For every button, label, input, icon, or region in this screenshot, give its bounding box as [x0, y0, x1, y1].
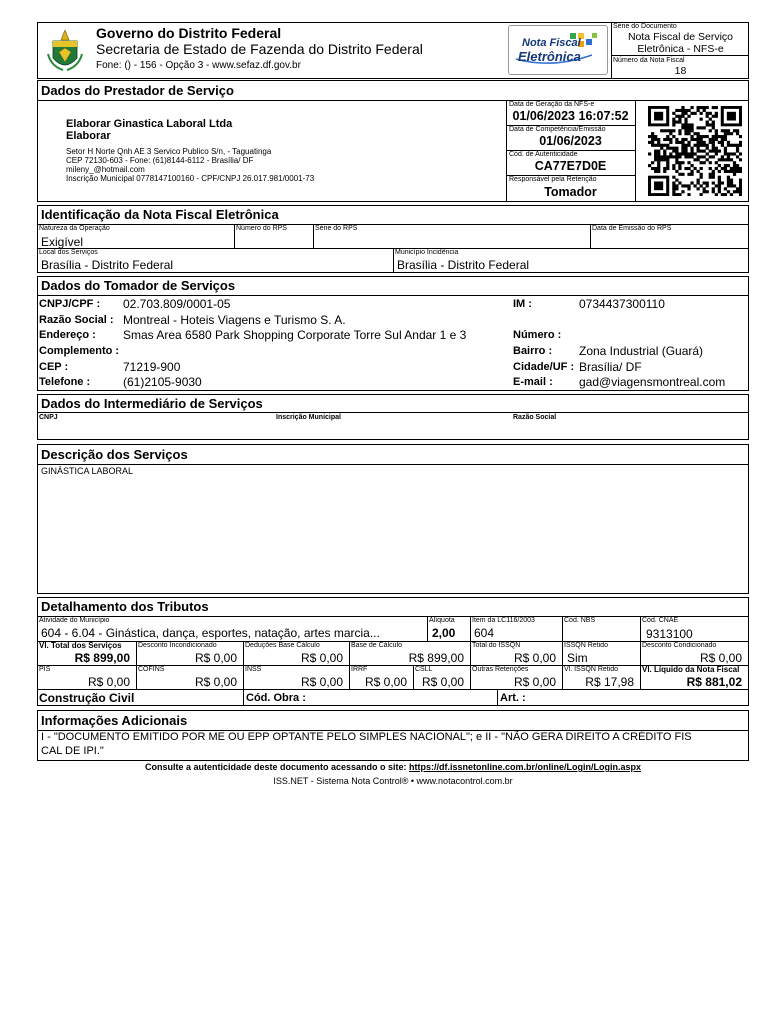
local-value: Brasília - Distrito Federal	[41, 258, 174, 272]
vl-issqn-ret-value: R$ 17,98	[585, 675, 634, 689]
atividade-label: Atividade do Município	[39, 617, 110, 624]
aliquota-value: 2,00	[432, 626, 456, 640]
tributos-title: Detalhamento dos Tributos	[41, 599, 209, 614]
prestador-cep-fone: CEP 72130-603 - Fone: (61)8144-6112 - Brasília/ DF	[66, 156, 254, 165]
issqn-retido-value: Sim	[567, 651, 588, 665]
divider	[640, 641, 641, 665]
divider	[136, 641, 137, 665]
csll-label: CSLL	[415, 666, 433, 673]
tomador-bairro-value: Zona Industrial (Guará)	[579, 344, 704, 358]
tomador-numero-label: Número :	[513, 329, 562, 341]
identificacao-title: Identificação da Nota Fiscal Eletrônica	[41, 207, 279, 222]
divider	[313, 224, 314, 248]
secretaria-title: Secretaria de Estado de Fazenda do Distrito Federal	[96, 41, 423, 57]
divider	[640, 616, 641, 641]
divider	[611, 55, 749, 56]
base-value: R$ 899,00	[408, 651, 464, 665]
art-label: Art. :	[500, 692, 526, 704]
inss-label: INSS	[245, 666, 262, 673]
nf-logo-line1: Nota Fiscal	[522, 37, 581, 49]
autenticidade-label: Cód. de Autenticidade	[509, 151, 578, 158]
divider	[470, 616, 471, 641]
divider	[37, 412, 749, 413]
aliquota-label: Alíquota	[429, 617, 455, 624]
tomador-complemento-label: Complemento :	[39, 345, 120, 357]
local-label: Local dos Serviços	[39, 249, 98, 256]
divider	[470, 665, 471, 689]
divider	[393, 248, 394, 273]
tomador-telefone-label: Telefone :	[39, 376, 91, 388]
cnae-value: 9313100	[646, 627, 693, 641]
municipio-value: Brasília - Distrito Federal	[397, 258, 530, 272]
divider	[243, 689, 244, 706]
tomador-razao-value: Montreal - Hoteis Viagens e Turismo S. A.	[123, 313, 346, 327]
tomador-cnpj-label: CNPJ/CPF :	[39, 298, 101, 310]
nf-logo-line2: Eletrônica	[518, 49, 581, 64]
desc-cond-value: R$ 0,00	[699, 651, 742, 665]
divider	[640, 665, 641, 689]
nbs-label: Cód. NBS	[564, 617, 596, 624]
deducoes-label: Deduções Base Cálculo	[245, 642, 320, 649]
qr-code-icon[interactable]	[648, 106, 742, 196]
prestador-endereco: Setor H Norte Qnh AE 3 Servico Publico S/n, - Taguatinga	[66, 147, 272, 156]
contact-line: Fone: () - 156 - Opção 3 - www.sefaz.df.gov.br	[96, 60, 301, 71]
cofins-value: R$ 0,00	[194, 675, 237, 689]
csll-value: R$ 0,00	[421, 675, 464, 689]
df-coat-of-arms-icon	[45, 28, 85, 74]
retencao-value: Tomador	[544, 185, 597, 199]
atividade-value: 604 - 6.04 - Ginástica, dança, esportes, natação, artes marcia...	[41, 626, 380, 640]
divider	[635, 100, 636, 202]
divider	[562, 616, 563, 641]
tomador-cep-value: 71219-900	[123, 360, 181, 374]
intermediario-title: Dados do Intermediário de Serviços	[41, 396, 263, 411]
prestador-box	[37, 80, 749, 202]
tomador-email-label: E-mail :	[513, 376, 553, 388]
info-line1: I - "DOCUMENTO EMITIDO POR ME OU EPP OPTANTE PELO SIMPLES NACIONAL"; e II - "NÃO GERA DIREITO A CRÉDITO FIS	[41, 731, 692, 743]
divider	[590, 224, 591, 248]
desc-cond-label: Desconto Condicionado	[642, 642, 717, 649]
tomador-cidade-value: Brasília/ DF	[579, 360, 642, 374]
descricao-text: GINÁSTICA LABORAL	[41, 466, 134, 476]
divider	[427, 616, 428, 641]
divider	[37, 100, 749, 101]
info-title: Informações Adicionais	[41, 713, 188, 728]
intermediario-cnpj-label: CNPJ	[39, 414, 58, 421]
pis-value: R$ 0,00	[87, 675, 130, 689]
cnae-label: Cód. CNAE	[642, 617, 679, 624]
issqn-value: R$ 0,00	[513, 651, 556, 665]
divider	[37, 689, 749, 690]
outras-label: Outras Retenções	[472, 666, 529, 673]
divider	[243, 641, 244, 665]
outras-value: R$ 0,00	[513, 675, 556, 689]
serie-label: Série do Documento	[613, 23, 677, 30]
vl-issqn-ret-label: Vl. ISSQN Retido	[564, 666, 619, 673]
num-rps-label: Número do RPS	[236, 225, 287, 232]
divider	[37, 464, 749, 465]
footer-link[interactable]: https://df.issnetonline.com.br/online/Login/Login.aspx	[409, 762, 642, 772]
divider	[349, 665, 350, 689]
desc-incond-label: Desconto Incondicionado	[138, 642, 217, 649]
serie-rps-label: Série do RPS	[315, 225, 358, 232]
divider	[37, 295, 749, 296]
natureza-label: Natureza da Operação	[39, 225, 110, 232]
tomador-im-label: IM :	[513, 298, 532, 310]
tomador-im-value: 0734437300110	[579, 297, 665, 311]
divider	[562, 641, 563, 665]
tomador-endereco-value: Smas Area 6580 Park Shopping Corporate Torre Sul Andar 1 e 3	[123, 328, 467, 342]
tomador-title: Dados do Tomador de Serviços	[41, 278, 236, 293]
divider	[349, 641, 350, 665]
divider	[470, 641, 471, 665]
vl-liquido-value: R$ 881,02	[686, 675, 742, 689]
tomador-endereco-label: Endereço :	[39, 329, 96, 341]
tomador-cidade-label: Cidade/UF :	[513, 361, 575, 373]
footer-sistema: ISS.NET - Sistema Nota Control® • www.notacontrol.com.br	[273, 776, 513, 786]
tomador-razao-label: Razão Social :	[39, 314, 114, 326]
autenticidade-value: CA77E7D0E	[534, 159, 607, 173]
irrf-value: R$ 0,00	[364, 675, 407, 689]
divider	[136, 665, 137, 689]
tomador-email-value: gad@viagensmontreal.com	[579, 375, 726, 389]
vl-total-label: Vl. Total dos Serviços	[39, 641, 122, 650]
serie-value-1: Nota Fiscal de Serviço	[627, 31, 734, 43]
item-value: 604	[474, 626, 495, 640]
divider	[413, 665, 414, 689]
prestador-title: Dados do Prestador de Serviço	[41, 83, 234, 98]
intermediario-razao-label: Razão Social	[513, 414, 557, 421]
divider	[243, 665, 244, 689]
divider	[497, 689, 498, 706]
info-line2: CAL DE IPI."	[41, 745, 104, 757]
construcao-label: Construção Civil	[39, 691, 135, 705]
issqn-label: Total do ISSQN	[472, 642, 521, 649]
geracao-value: 01/06/2023 16:07:52	[512, 109, 629, 123]
competencia-label: Data de Competência/Emissão	[509, 126, 606, 133]
vl-liquido-label: Vl. Líquido da Nota Fiscal	[642, 665, 740, 674]
inss-value: R$ 0,00	[300, 675, 343, 689]
tomador-bairro-label: Bairro :	[513, 345, 553, 357]
deducoes-value: R$ 0,00	[300, 651, 343, 665]
numero-label: Número da Nota Fiscal	[613, 57, 685, 64]
prestador-fantasia: Elaborar	[66, 130, 111, 142]
footer-consulte	[37, 763, 749, 773]
base-label: Base de Cálculo	[351, 642, 402, 649]
divider	[562, 665, 563, 689]
natureza-value: Exigível	[41, 235, 84, 249]
gov-title: Governo do Distrito Federal	[96, 25, 282, 41]
prestador-inscricao: Inscrição Municipal 0778147100160 - CPF/CNPJ 26.017.981/0001-73	[66, 174, 315, 183]
municipio-label: Município Incidência	[395, 249, 459, 256]
cofins-label: COFINS	[138, 666, 165, 673]
footer-consulte-text: Consulte a autenticidade deste documento acessando o site:	[144, 762, 407, 772]
data-rps-label: Data de Emissão do RPS	[592, 225, 672, 232]
issqn-retido-label: ISSQN Retido	[564, 642, 608, 649]
vl-total-value: R$ 899,00	[74, 651, 130, 665]
irrf-label: IRRF	[351, 666, 368, 673]
tomador-telefone-value: (61)2105-9030	[123, 375, 202, 389]
descricao-title: Descrição dos Serviços	[41, 447, 188, 462]
prestador-email: mileny_@hotmail.com	[66, 165, 145, 174]
retencao-label: Responsável pela Retenção	[509, 176, 597, 183]
item-label: Item da LC116/2003	[472, 617, 535, 624]
numero-value: 18	[674, 65, 687, 77]
prestador-nome: Elaborar Ginastica Laboral Ltda	[66, 118, 233, 130]
desc-incond-value: R$ 0,00	[194, 651, 237, 665]
tomador-cep-label: CEP :	[39, 361, 69, 373]
descricao-box	[37, 444, 749, 594]
serie-value-2: Eletrônica - NFS-e	[637, 43, 724, 55]
competencia-value: 01/06/2023	[539, 134, 602, 148]
intermediario-inscricao-label: Inscrição Municipal	[276, 414, 341, 421]
tomador-cnpj-value: 02.703.809/0001-05	[123, 297, 231, 311]
divider	[234, 224, 235, 248]
geracao-label: Data de Geração da NFS-e	[509, 101, 595, 108]
obra-label: Cód. Obra :	[246, 692, 306, 704]
pis-label: PIS	[39, 666, 51, 673]
